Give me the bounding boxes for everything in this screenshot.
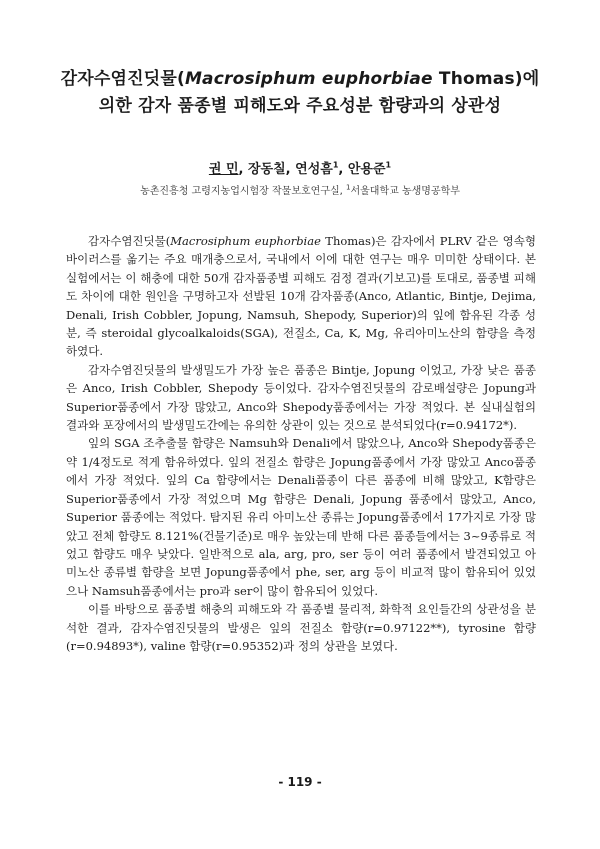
paragraph-2: 감자수염진딧물의 발생밀도가 가장 높은 품종은 Bintje, Jopung 이었고, 가장 낮은 품종은 Anco, Irish Cobbler, Shepody 등이었다. 감자수염진딧물의 감로배설량은 Jopung과 Superior품종에서 가장 많았고, Anco와 Shepody품종에서는 가장 적었다. 본 실내실험의 결과와 포장에서의 발생밀도간에는 유의한 상관이 있는 것으로 분석되었다(r=0.94172*). [66,362,536,433]
abstract-body [66,232,536,655]
paper-title [40,66,560,120]
species-name-inline: Macrosiphum euphorbiae [170,234,321,248]
species-name: Macrosiphum euphorbiae [184,69,433,89]
affiliation: 농촌진흥청 고령지농업시험장 작물보호연구실, $^1$서울대학교 농생명공학부 [140,183,460,197]
paragraph-3: 잎의 SGA 조추출물 함량은 Namsuh와 Denali에서 많았으나, Anco와 Shepody품종은 약 1/4정도로 적게 함유하였다. 잎의 전질소 함량은 Jopung품종에서 가장 많았고 Anco품종에서 가장 적었다. 잎의 Ca 함량에서는 Denali품종이 다른 품종에 비해 많았고, K함량은 Superior품종에서 가장 적었으며 Mg 함량은 Denali, Jopung 품종에서 많았고, Anco, Superior 품종에는 적었다. 탐지된 유리 아미노산 종류는 Jopung품종에서 17가지로 가장 많았고 전체 함량도 8.121%(건물기준)로 매우 높았는데 반해 다른 품종들에서는 3~9종류로 적었고 함량도 매우 낮았다. 일반적으로 ala, arg, pro, ser 등이 여러 품종에서 발견되었고 아미노산 종류별 함량을 보면 Jopung품종에서 phe, ser, arg 등이 비교적 많이 함유되어 있었으나 Namsuh품종에서는 pro과 ser이 많이 함유되어 있었다. [66,436,536,598]
title-line-2: 의한 감자 품종별 피해도와 주요성분 함량과의 상관성 [98,96,502,116]
paragraph-4: 이를 바탕으로 품종별 해충의 피해도와 각 품종별 물리적, 화학적 요인들간의 상관성을 분석한 결과, 감자수염진딧물의 발생은 잎의 전질소 함량(r=0.97122**), tyrosine 함량(r=0.94893*), valine 함량(r=0.95352)과 정의 상관을 보였다. [66,602,536,653]
page-number: - 119 - [278,775,322,789]
title-line-1: 감자수염진딧물(Macrosiphum euphorbiae Thomas)에 [60,69,540,89]
author-list: 권 민, 장동칠, 연성흠$^1$, 안용준$^1$ [208,160,392,177]
paragraph-1: 감자수염진딧물(Macrosiphum euphorbiae Thomas)은 감자에서 PLRV 같은 영속형 바이러스를 옮기는 주요 매개충으로서, 국내에서 이에 대한 연구는 매우 미미한 상태이다. 본 실험에서는 이 해충에 대한 50개 감자품종별 피해도 검정 결과(기보고)를 토대로, 품종별 피해도 차이에 대한 원인을 구명하고자 선발된 10개 감자품종(Anco, Atlantic, Bintje, Dejima, Denali, Irish Cobbler, Jopung, Namsuh, Shepody, Superior)의 잎에 함유된 각종 성분, 즉 steroidal glycoalkaloids(SGA), 전질소, Ca, K, Mg, 유리아미노산의 함량을 측정하였다. [66,234,536,359]
presenting-author: 권 민 [208,162,239,177]
